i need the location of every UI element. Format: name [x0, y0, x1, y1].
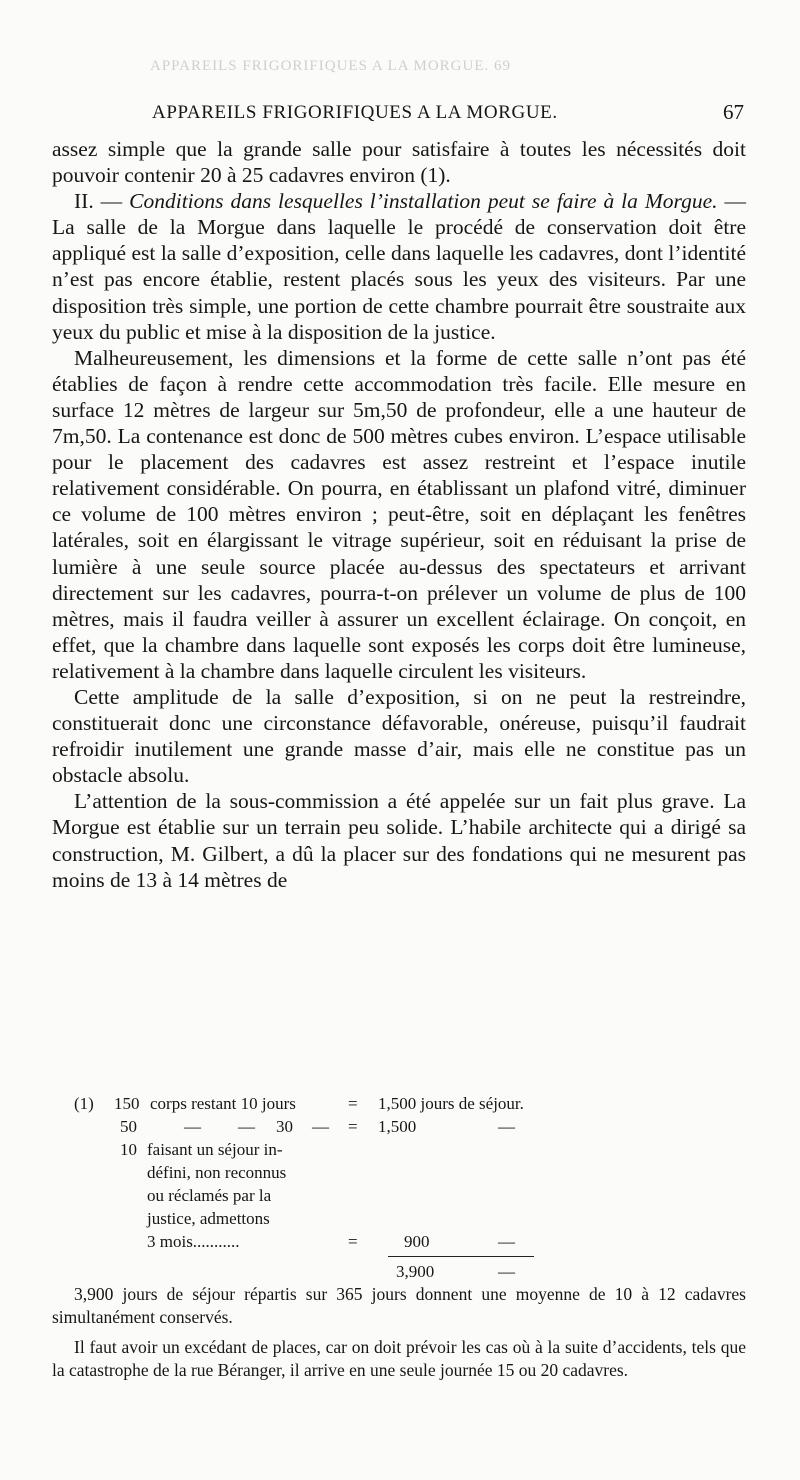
section-heading: Conditions dans lesquelles l’installation peut se faire à la Morgue. — [129, 189, 718, 214]
calc-equals: = — [348, 1232, 358, 1251]
calc-dash: — — [238, 1117, 255, 1136]
calc-days: 30 — [276, 1117, 293, 1136]
calc-equals: = — [348, 1117, 358, 1136]
calc-count: 50 — [120, 1117, 137, 1136]
calc-result: 1,500 — [378, 1117, 417, 1136]
bleed-through-text: APPAREILS FRIGORIFIQUES A LA MORGUE. 69 — [150, 58, 512, 74]
section-paragraph — [52, 188, 746, 345]
calc-dash: — — [312, 1117, 329, 1136]
footnote-paragraph: Il faut avoir un excédant de places, car on doit prévoir les cas où à la suite d’accidents, tels que la catastrophe de la rue Béranger, il arrive en une seule journée 15 ou 20 cadavres. — [52, 1337, 746, 1380]
footnote-wrap-block — [52, 1161, 746, 1253]
calc-dash: — — [498, 1262, 515, 1281]
calc-text-line: 3 mois........... — [147, 1232, 240, 1251]
total-rule — [388, 1256, 534, 1257]
footnote-marker: (1) — [74, 1094, 94, 1113]
main-text — [52, 136, 746, 893]
running-title: APPAREILS FRIGORIFIQUES A LA MORGUE. — [152, 102, 558, 123]
calc-text-line: justice, admettons — [147, 1209, 270, 1228]
footnote-calc-line — [52, 1138, 746, 1161]
calc-equals: = — [348, 1094, 358, 1113]
calc-count: 10 — [120, 1140, 137, 1159]
calc-text-line: défini, non reconnus — [147, 1163, 287, 1182]
footnote-calc-line — [52, 1115, 746, 1138]
calc-dash: — — [498, 1232, 515, 1251]
footnote-total-line — [52, 1253, 746, 1283]
footnote — [52, 1092, 746, 1381]
calc-result: 1,500 jours de séjour. — [378, 1094, 524, 1113]
calc-result: 900 — [404, 1232, 430, 1251]
section-number: II. — — [74, 189, 130, 214]
calc-total: 3,900 — [396, 1262, 435, 1281]
page-number: 67 — [723, 100, 744, 124]
footnote-calc-line — [52, 1092, 746, 1115]
calc-text: corps restant 10 jours — [150, 1094, 296, 1113]
paragraph: Malheureusement, les dimensions et la forme de cette salle n’ont pas été établies de façon à rendre cette accommodation très facile. Elle mesure en surface 12 mètres de largeur sur 5m,50 de profondeur, elle a une hauteur de 7m,50. La contenance est donc de 500 mètres cubes environ. L’espace utilisable pour le placement des cadavres est assez restreint et l’espace inutile relativement considérable. On pourra, en établissant un plafond vitré, diminuer ce volume de 100 mètres environ ; peut-être, soit en déplaçant les fenêtres latérales, soit en élargissant le vitrage supérieur, soit en réduisant la prise de lumière à une seule source placée au-dessus des spectateurs et arrivant directement sur les cadavres, pourra-t-on prélever un volume de plus de 100 mètres, mais il faudra veiller à assurer un excellent éclairage. On conçoit, en effet, que la chambre dans laquelle sont exposés les corps doit être lumineuse, relativement à la chambre dans laquelle circulent les visiteurs. — [52, 345, 746, 683]
calc-text-line: ou réclamés par la — [147, 1186, 272, 1205]
paragraph: Cette amplitude de la salle d’exposition, si on ne peut la restreindre, constituerait donc une circonstance défavorable, onéreuse, puisqu’il faudrait refroidir inutilement une grande masse d’air, mais elle ne constitue pas un obstacle absolu. — [52, 684, 746, 788]
page-header — [52, 100, 746, 130]
calc-dash: — — [184, 1117, 201, 1136]
section-text: — La salle de la Morgue dans laquelle le procédé de conservation doit être appliqué est la salle d’exposition, celle dans laquelle les cadavres, dont l’identité n’est pas encore établie, restent placés sous les yeux des visiteurs. Par une disposition très simple, une portion de cette chambre pourrait être soustraite aux yeux du public et mise à la disposition de la justice. — [52, 189, 746, 344]
footnote-paragraph: 3,900 jours de séjour répartis sur 365 jours donnent une moyenne de 10 à 12 cadavres simultanément conservés. — [52, 1284, 746, 1327]
paragraph: assez simple que la grande salle pour satisfaire à toutes les nécessités doit pouvoir contenir 20 à 25 cadavres environ (1). — [52, 137, 746, 188]
paragraph: L’attention de la sous-commission a été appelée sur un fait plus grave. La Morgue est établie sur un terrain peu solide. L’habile architecte qui a dirigé sa construction, M. Gilbert, a dû la placer sur des fondations qui ne mesurent pas moins de 13 à 14 mètres de — [52, 789, 746, 892]
calc-text: faisant un séjour in- — [147, 1140, 283, 1159]
calc-dash: — — [498, 1117, 515, 1136]
calc-count: 150 — [114, 1094, 140, 1113]
